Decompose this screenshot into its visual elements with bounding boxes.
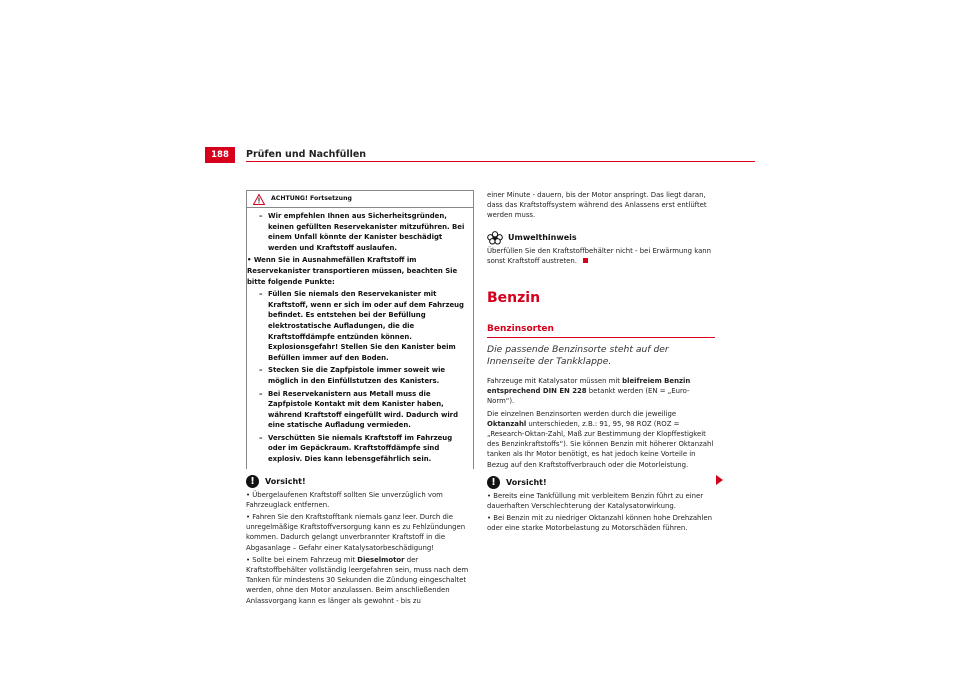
benzin-paragraph: Fahrzeuge mit Katalysator müssen mit bleifreiem Benzin entsprechend DIN EN 228 betankt werden (EN = „Euro-Norm“).: [487, 377, 691, 406]
caution-body: [246, 490, 474, 606]
warning-dash-item: – Stecken Sie die Zapfpistole immer soweit wie möglich in den Einfüllstutzen des Kanisters.: [259, 366, 446, 385]
caution-body: [487, 491, 715, 534]
warning-box: [246, 190, 474, 469]
caution-paragraph: • Übergelaufenen Kraftstoff sollten Sie unverzüglich vom Fahrzeuglack entfernen.: [246, 490, 443, 509]
warning-title: ACHTUNG! Fortsetzung: [271, 194, 352, 202]
warning-bullet-item: • Wenn Sie in Ausnahmefällen Kraftstoff im Reservekanister transportieren müssen, beachten Sie bitte folgende Punkte:: [247, 256, 458, 286]
caution-exclamation-icon: !: [246, 475, 259, 488]
end-of-section-marker: [583, 258, 588, 263]
section-title: Benzin: [487, 290, 541, 307]
environment-flower-icon: [487, 231, 503, 245]
environment-header: [487, 231, 715, 245]
caution-title: Vorsicht!: [506, 477, 547, 487]
continuation-text: einer Minute - dauern, bis der Motor anspringt. Das liegt daran, dass das Kraftstoffsystem während des Anlassens erst entlüftet werden muss.: [487, 191, 707, 220]
benzin-paragraph: Die einzelnen Benzinsorten werden durch die jeweilige Oktanzahl unterschieden, z.B.: 91, 95, 98 ROZ (ROZ = „Research-Oktan-Zahl, Maß zur Bestimmung der Klopffestigkeit des Benzinkraftstoffs“). Sie können Benzin mit höherer Oktanzahl tanken als Ihr Motor benötigt, es hat jedoch keine Vorteile in Bezug auf den Kraftstoffverbrauch oder die Motorleistung.: [487, 409, 714, 469]
warning-header: [247, 191, 473, 208]
caution-paragraph: • Fahren Sie den Kraftstofftank niemals ganz leer. Durch die unregelmäßige Kraftstoffversorgung kann es zu Fehlzündungen kommen. Dadurch gelangt unverbrannter Kraftstoff in die Abgasanlage – Gefahr einer Katalysatorbeschädigung!: [246, 513, 466, 552]
warning-dash-item: – Füllen Sie niemals den Reservekanister mit Kraftstoff, wenn er sich im oder auf dem Fahrzeug befindet. Es entstehen bei der Befüllung elektrostatische Aufladungen, die die Kraftstoffdämpfe entzünden können. Explosionsgefahr! Stellen Sie den Kanister beim Befüllen immer auf den Boden.: [259, 290, 464, 362]
caution-header: [487, 476, 715, 489]
caution-header: [246, 475, 474, 488]
page-number: 188: [205, 147, 235, 163]
warning-dash-item: – Bei Reservekanistern aus Metall muss die Zapfpistole Kontakt mit dem Kanister haben, während Kraftstoff eingefüllt wird. Dadurch wird eine statische Aufladung vermieden.: [259, 389, 459, 430]
caution-title: Vorsicht!: [265, 476, 306, 486]
right-column: [487, 190, 715, 536]
warning-triangle-icon: [253, 194, 265, 205]
warning-dash-item: – Wir empfehlen Ihnen aus Sicherheitsgründen, keinen gefüllten Reservekanister mitzuführen. Bei einem Unfall könnte der Kanister beschädigt werden und Kraftstoff auslaufen.: [259, 212, 465, 252]
header-rule: [246, 161, 755, 162]
caution-exclamation-icon: !: [487, 476, 500, 489]
benzin-body: [487, 376, 715, 470]
environment-title: Umwelthinweis: [508, 233, 577, 243]
environment-text: Überfüllen Sie den Kraftstoffbehälter nicht - bei Erwärmung kann sonst Kraftstoff austreten.: [487, 246, 712, 265]
caution-paragraph: • Bereits eine Tankfüllung mit verbleitem Benzin führt zu einer dauerhaften Verschlechterung der Katalysatorwirkung.: [487, 491, 704, 511]
next-page-arrow-icon: [716, 475, 723, 485]
lead-text: Die passende Benzinsorte steht auf der Innenseite der Tankklappe.: [487, 344, 669, 368]
subsection-title: Benzinsorten: [487, 324, 715, 338]
left-column: [246, 190, 474, 608]
caution-paragraph: • Sollte bei einem Fahrzeug mit Dieselmotor der Kraftstoffbehälter vollständig leergefahren sein, muss nach dem Tanken für mindestens 30 Sekunden die Zündung eingeschaltet werden, ohne den Motor anzulassen. Beim anschließenden Anlassvorgang kann es länger als gewohnt - bis zu: [246, 555, 469, 605]
warning-dash-item: – Verschütten Sie niemals Kraftstoff im Fahrzeug oder im Gepäckraum. Kraftstoffdämpfe sind explosiv. Dies kann lebensgefährlich sein.: [259, 433, 453, 464]
page-header-title: Prüfen und Nachfüllen: [246, 149, 367, 160]
warning-body: [247, 208, 473, 469]
caution-paragraph: • Bei Benzin mit zu niedriger Oktanzahl können hohe Drehzahlen oder eine starke Motorbelastung zu Motorschäden führen.: [487, 514, 712, 533]
